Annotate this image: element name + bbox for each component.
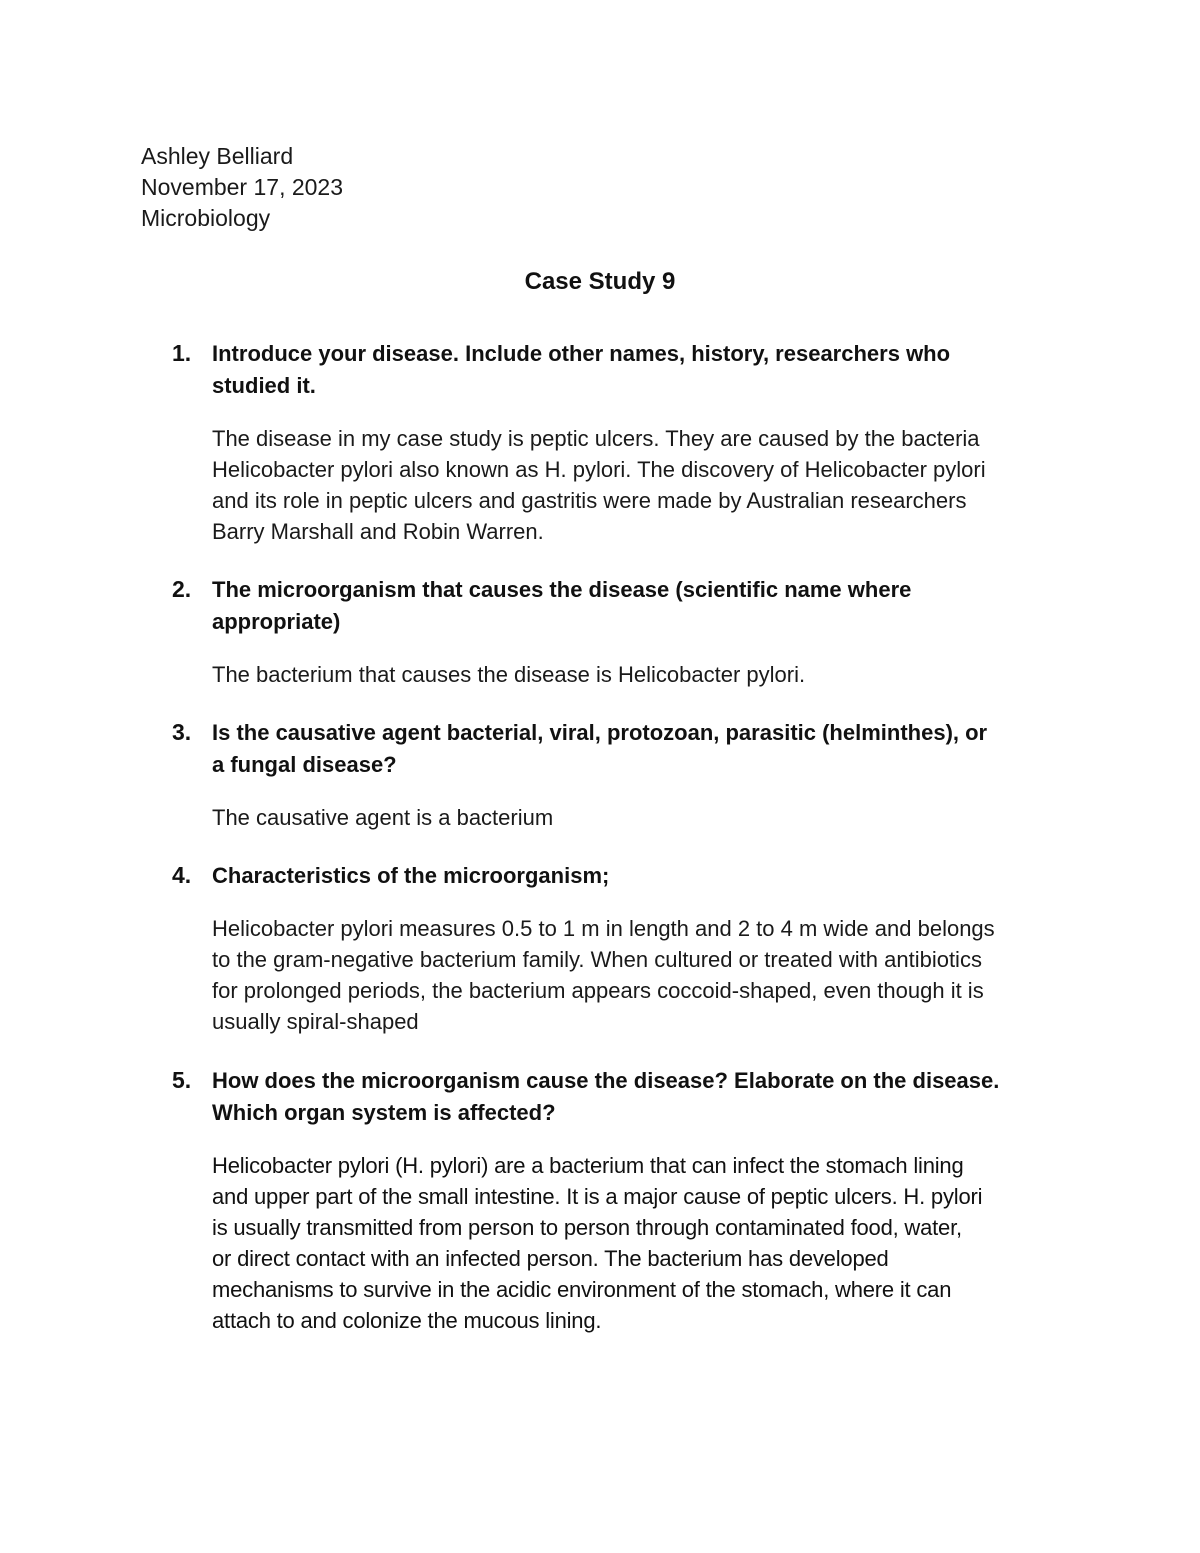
answer-line: for prolonged periods, the bacterium appears coccoid-shaped, even though it is: [212, 978, 984, 1003]
question-text: [212, 338, 1072, 402]
question-text: [212, 574, 1072, 638]
question-text: [212, 860, 1072, 892]
answer-line: Barry Marshall and Robin Warren.: [212, 519, 544, 544]
answer-text: [212, 659, 1072, 690]
question-line: a fungal disease?: [212, 752, 397, 777]
question-line: The microorganism that causes the disease (scientific name where: [212, 577, 912, 602]
answer-text: [212, 802, 1072, 833]
answer-line: and upper part of the small intestine. It is a major cause of peptic ulcers. H. pylori: [212, 1184, 983, 1209]
course-name: Microbiology: [141, 205, 271, 231]
answer-line: usually spiral-shaped: [212, 1009, 419, 1034]
answer-text: [212, 913, 1072, 1037]
answer-line: The causative agent is a bacterium: [212, 805, 554, 830]
question-1: [172, 338, 1072, 547]
question-number: 1.: [172, 340, 192, 366]
question-4: [172, 860, 1072, 1037]
answer-line: Helicobacter pylori measures 0.5 to 1 m in length and 2 to 4 m wide and belongs: [212, 916, 995, 941]
answer-line: and its role in peptic ulcers and gastritis were made by Australian researchers: [212, 488, 967, 513]
question-text: [212, 1065, 1072, 1129]
answer-line: attach to and colonize the mucous lining.: [212, 1308, 602, 1333]
answer-text: [212, 423, 1042, 547]
question-text: [212, 717, 1072, 781]
answer-line: The disease in my case study is peptic ulcers. They are caused by the bacteria: [212, 426, 980, 451]
answer-line: Helicobacter pylori also known as H. pylori. The discovery of Helicobacter pylori: [212, 457, 986, 482]
question-2: [172, 574, 1072, 690]
question-line: How does the microorganism cause the disease? Elaborate on the disease.: [212, 1068, 1000, 1093]
page-title: Case Study 9: [524, 268, 676, 295]
question-number: 3.: [172, 719, 192, 745]
document-date: November 17, 2023: [141, 174, 344, 200]
author-name: Ashley Belliard: [141, 143, 294, 169]
question-number: 2.: [172, 576, 192, 602]
question-line: Is the causative agent bacterial, viral, protozoan, parasitic (helminthes), or: [212, 720, 988, 745]
answer-line: is usually transmitted from person to person through contaminated food, water,: [212, 1215, 962, 1240]
question-line: Which organ system is affected?: [212, 1100, 556, 1125]
answer-line: to the gram-negative bacterium family. When cultured or treated with antibiotics: [212, 947, 982, 972]
question-line: Introduce your disease. Include other names, history, researchers who: [212, 341, 951, 366]
question-line: Characteristics of the microorganism;: [212, 863, 610, 888]
question-5: [172, 1065, 1072, 1336]
answer-line: or direct contact with an infected person. The bacterium has developed: [212, 1246, 889, 1271]
question-line: studied it.: [212, 373, 316, 398]
answer-line: Helicobacter pylori (H. pylori) are a bacterium that can infect the stomach lining: [212, 1153, 964, 1178]
document-header: [141, 141, 343, 234]
question-number: 4.: [172, 862, 192, 888]
answer-text: [212, 1150, 1072, 1336]
answer-line: The bacterium that causes the disease is Helicobacter pylori.: [212, 662, 806, 687]
question-number: 5.: [172, 1067, 192, 1093]
question-line: appropriate): [212, 609, 341, 634]
question-3: [172, 717, 1072, 833]
answer-line: mechanisms to survive in the acidic environment of the stomach, where it can: [212, 1277, 952, 1302]
